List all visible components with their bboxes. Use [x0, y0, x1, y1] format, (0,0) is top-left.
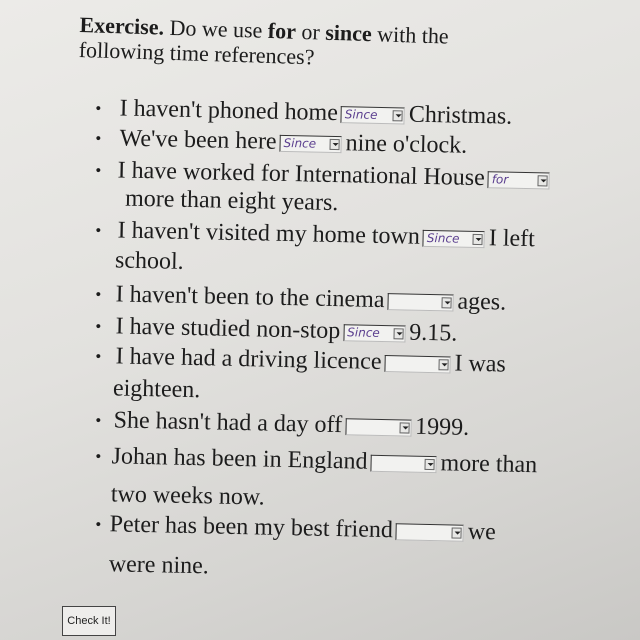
selected-answer: for	[491, 172, 509, 187]
bullet: •	[95, 319, 102, 336]
dropdown-arrow-icon[interactable]	[438, 359, 448, 370]
sentence-start: I have had a driving licence	[115, 343, 382, 375]
bullet: •	[95, 287, 102, 304]
bullet: •	[95, 517, 102, 534]
answer-dropdown-2[interactable]	[279, 135, 341, 153]
answer-dropdown-10[interactable]	[396, 523, 464, 541]
sentence-end: I left	[488, 225, 536, 253]
sentence-start: I haven't visited my home town	[117, 217, 421, 250]
sentence-continuation: were nine.	[108, 551, 210, 580]
answer-dropdown-8[interactable]	[345, 418, 411, 436]
dropdown-arrow-icon[interactable]	[441, 297, 451, 308]
since-word: since	[324, 19, 373, 47]
dropdown-arrow-icon[interactable]	[473, 234, 483, 245]
for-word: for	[267, 17, 297, 44]
sentence-end: I was	[454, 350, 507, 378]
sentence-start: I have studied non-stop	[115, 313, 341, 345]
sentence-start: I have worked for International House	[117, 157, 486, 192]
sentence-continuation: eighteen.	[112, 375, 201, 404]
dropdown-arrow-icon[interactable]	[538, 175, 548, 186]
sentence-start: She hasn't had a day off	[113, 407, 343, 439]
exercise-item-10	[0, 508, 640, 591]
bullet: •	[95, 131, 102, 148]
answer-dropdown-3[interactable]	[488, 171, 550, 189]
selected-answer: Since	[426, 230, 460, 246]
dropdown-arrow-icon[interactable]	[424, 459, 434, 470]
sentence-end: 1999.	[414, 413, 470, 441]
exercise-instructions	[78, 12, 549, 77]
or-word: or	[301, 18, 321, 45]
exercise-item-4	[0, 214, 640, 287]
sentence-end: we	[467, 518, 497, 546]
bullet: •	[95, 101, 102, 118]
selected-answer: Since	[347, 325, 380, 340]
exercise-item-7	[0, 340, 640, 415]
bullet: •	[95, 349, 102, 366]
answer-dropdown-7[interactable]	[384, 355, 450, 373]
answer-dropdown-5[interactable]	[387, 293, 453, 311]
answer-dropdown-4[interactable]	[423, 230, 485, 248]
dropdown-arrow-icon[interactable]	[393, 110, 403, 121]
question-part2: with the	[376, 21, 450, 49]
sentence-end: ages.	[457, 288, 507, 316]
answer-dropdown-6[interactable]	[343, 324, 405, 342]
sentence-continuation: more than eight years.	[124, 185, 339, 217]
sentence-start: Peter has been my best friend	[109, 511, 394, 544]
dropdown-arrow-icon[interactable]	[393, 328, 403, 339]
sentence-continuation: two weeks now.	[110, 481, 265, 511]
sentence-start: Johan has been in England	[111, 443, 368, 475]
sentence-continuation: school.	[114, 247, 184, 275]
sentence-end: more than	[440, 450, 538, 479]
answer-dropdown-1[interactable]	[341, 106, 405, 124]
dropdown-arrow-icon[interactable]	[452, 527, 462, 538]
dropdown-arrow-icon[interactable]	[399, 422, 409, 433]
question-part1: Do we use	[169, 14, 263, 43]
selected-answer: Since	[344, 107, 378, 122]
bullet: •	[95, 449, 102, 466]
sentence-end: 9.15.	[408, 319, 458, 347]
bullet: •	[95, 413, 102, 430]
bullet: •	[95, 163, 102, 180]
exercise-heading: Exercise.	[79, 12, 165, 40]
sentence-end: Christmas.	[408, 101, 513, 130]
selected-answer: Since	[283, 135, 317, 151]
answer-dropdown-9[interactable]	[370, 455, 436, 473]
question-line2: following time references?	[78, 36, 315, 70]
sentence-start: We've been here	[119, 125, 277, 155]
check-it-button[interactable]: Check It!	[62, 606, 116, 636]
bullet: •	[95, 223, 102, 240]
sentence-end: nine o'clock.	[345, 130, 468, 159]
sentence-start: I haven't been to the cinema	[115, 281, 385, 314]
dropdown-arrow-icon[interactable]	[329, 139, 339, 150]
sentence-start: I haven't phoned home	[119, 95, 339, 127]
exercise-item-9	[0, 440, 640, 519]
